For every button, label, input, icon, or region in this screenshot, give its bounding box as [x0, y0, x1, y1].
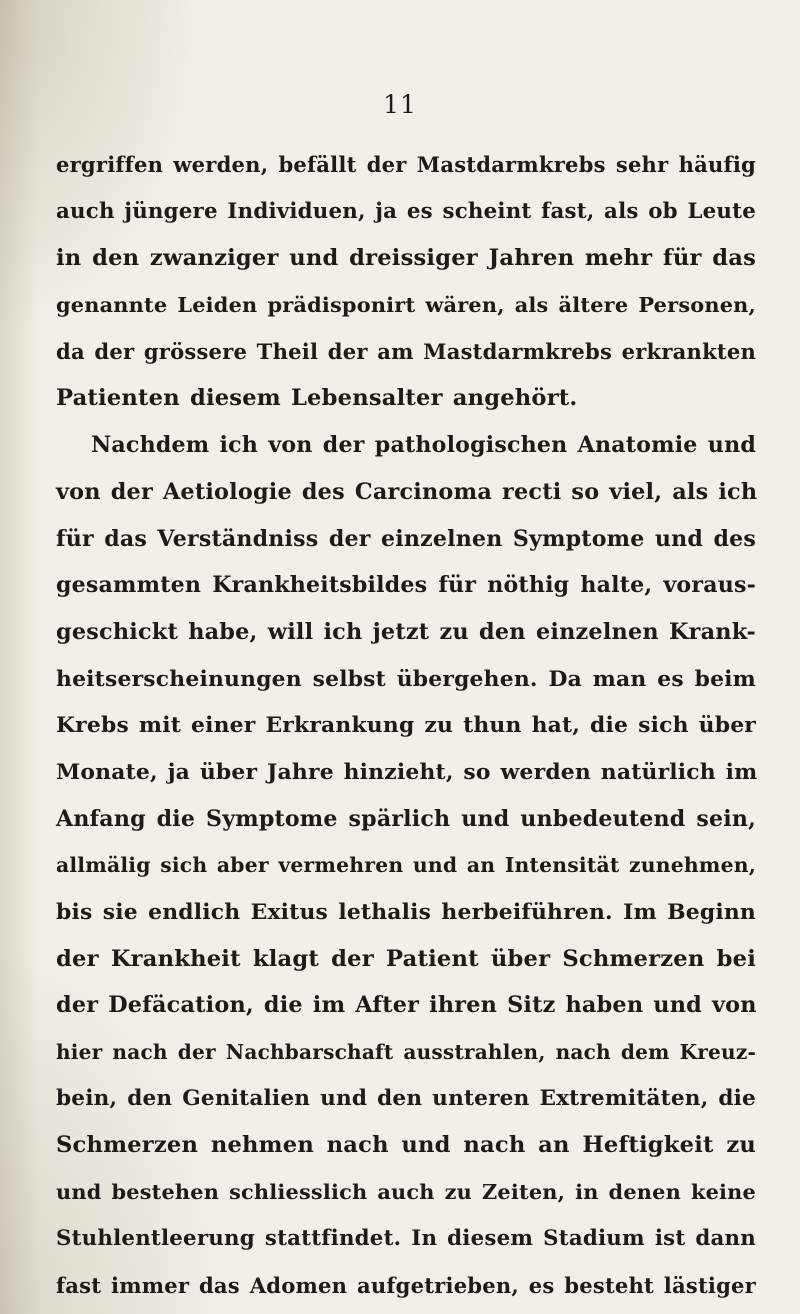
text-line: heitserscheinungen selbst übergehen. Da man es beim — [56, 665, 756, 692]
text-line: für das Verständniss der einzelnen Symptome und des — [56, 525, 756, 552]
body-text — [56, 142, 756, 1309]
text-line: gesammten Krankheitsbildes für nöthig halte, voraus- — [56, 572, 756, 599]
text-line: in den zwanziger und dreissiger Jahren mehr für das — [56, 245, 756, 272]
text-line: bis sie endlich Exitus lethalis herbeiführen. Im Beginn — [56, 899, 756, 925]
text-line: hier nach der Nachbarschaft ausstrahlen, nach dem Kreuz- — [56, 1040, 756, 1065]
text-line: geschickt habe, will ich jetzt zu den einzelnen Krank- — [56, 618, 756, 645]
text-line: Anfang die Symptome spärlich und unbedeutend sein, — [56, 805, 756, 832]
text-line: Stuhlentleerung stattfindet. In diesem Stadium ist dann — [56, 1225, 756, 1251]
text-line: ergriffen werden, befällt der Mastdarmkrebs sehr häufig — [56, 152, 756, 177]
text-line: genannte Leiden prädisponirt wären, als ältere Personen, — [56, 292, 756, 318]
text-line: auch jüngere Individuen, ja es scheint fast, als ob Leute — [56, 198, 756, 224]
text-line: da der grössere Theil der am Mastdarmkrebs erkrankten — [56, 338, 756, 364]
text-line: fast immer das Adomen aufgetrieben, es besteht lästiger — [56, 1272, 756, 1298]
text-line: Monate, ja über Jahre hinzieht, so werden natürlich im — [56, 758, 758, 785]
text-line: der Defäcation, die im After ihren Sitz haben und von — [56, 992, 757, 1019]
text-line: Patienten diesem Lebensalter angehört. — [56, 385, 578, 412]
text-line: allmälig sich aber vermehren und an Intensität zunehmen, — [56, 853, 756, 878]
text-line: der Krankheit klagt der Patient über Schmerzen bei — [56, 945, 756, 972]
text-line: Schmerzen nehmen nach und nach an Heftigkeit zu — [56, 1132, 756, 1159]
text-line: Krebs mit einer Erkrankung zu thun hat, die sich über — [56, 712, 756, 739]
page-number: 11 — [383, 90, 417, 119]
text-line: von der Aetiologie des Carcinoma recti so viel, als ich — [56, 478, 758, 505]
text-line: bein, den Genitalien und den unteren Extremitäten, die — [56, 1085, 756, 1111]
paragraph-start-line: Nachdem ich von der pathologischen Anatomie und — [91, 432, 756, 459]
text-line: und bestehen schliesslich auch zu Zeiten, in denen keine — [56, 1179, 756, 1205]
